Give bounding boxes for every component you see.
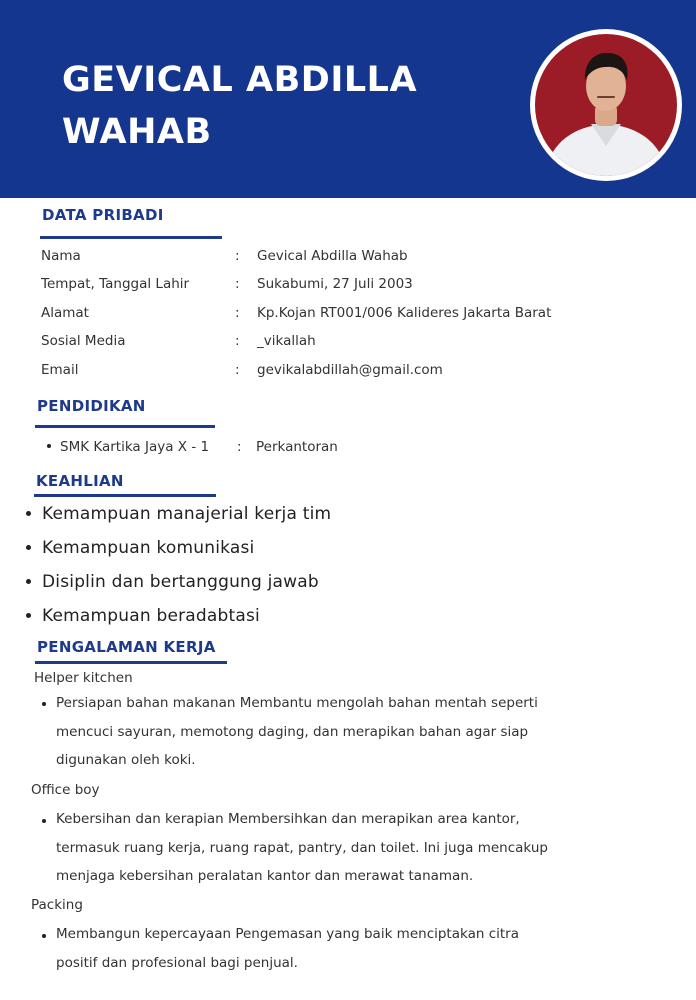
job-description: Persiapan bahan makanan Membantu mengolah bahan mentah seperti mencuci sayuran, memotong daging, dan merapikan bahan agar siap digunakan oleh koki. [56,695,538,768]
name-line-2: WAHAB [62,112,212,152]
section-underline [40,236,222,239]
row-separator: : [235,362,240,378]
name-line-1: GEVICAL ABDILLA [62,60,418,100]
row-separator: : [235,333,240,349]
section-underline [34,494,216,497]
bullet-icon [26,613,31,618]
section-title-personal: DATA PRIBADI [42,206,164,224]
row-value: gevikalabdillah@gmail.com [257,362,443,378]
row-label: Email [41,362,79,378]
skill-item: Kemampuan beradabtasi [26,606,260,626]
section-title-experience: PENGALAMAN KERJA [37,638,216,656]
job-role: Office boy [31,782,100,798]
row-separator: : [235,305,240,321]
bullet-icon [26,579,31,584]
row-value: Kp.Kojan RT001/006 Kalideres Jakarta Barat [257,305,552,321]
bullet-icon [42,702,46,706]
row-label: Nama [41,248,81,264]
row-label: Sosial Media [41,333,126,349]
education-separator: : [237,439,242,455]
skill-item: Disiplin dan bertanggung jawab [26,572,319,592]
education-major: Perkantoran [256,439,338,455]
row-value: _vikallah [257,333,316,349]
education-entry [47,439,338,455]
profile-photo-image [535,34,677,176]
job-description: Kebersihan dan kerapian Membersihkan dan merapikan area kantor, termasuk ruang kerja, ruang rapat, pantry, dan toilet. Ini juga mencakup menjaga kebersihan peralatan kantor dan merawat tanaman. [56,811,548,884]
profile-photo [530,29,682,181]
job-role: Helper kitchen [34,670,133,686]
section-underline [35,661,227,664]
row-value: Gevical Abdilla Wahab [257,248,408,264]
section-title-skills: KEAHLIAN [36,472,124,490]
section-underline [35,425,215,428]
bullet-icon [42,934,46,938]
full-name [62,54,502,158]
row-separator: : [235,276,240,292]
row-value: Sukabumi, 27 Juli 2003 [257,276,413,292]
row-label: Alamat [41,305,89,321]
bullet-icon [47,444,51,448]
job-role: Packing [31,897,83,913]
skill-item: Kemampuan komunikasi [26,538,254,558]
row-separator: : [235,248,240,264]
bullet-icon [26,545,31,550]
section-title-education: PENDIDIKAN [37,397,146,415]
job-description: Membangun kepercayaan Pengemasan yang baik menciptakan citra positif dan profesional bagi penjual. [56,926,519,971]
row-label: Tempat, Tanggal Lahir [41,276,190,292]
bullet-icon [26,511,31,516]
skill-item: Kemampuan manajerial kerja tim [26,504,331,524]
header-banner [0,0,696,198]
education-school: SMK Kartika Jaya X - 1 [60,439,210,455]
bullet-icon [42,819,46,823]
